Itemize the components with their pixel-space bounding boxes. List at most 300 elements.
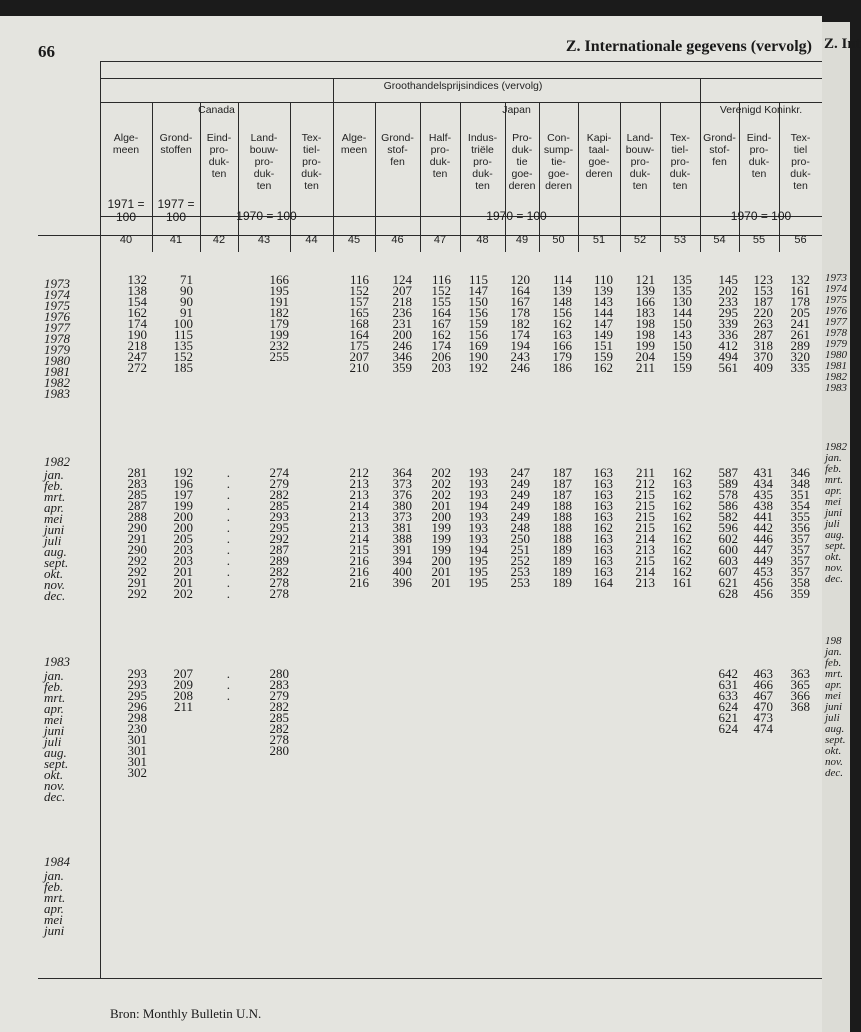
table-cell: 115 [173, 327, 193, 342]
next-page-label: juni [825, 507, 843, 519]
table-cell: 494 [718, 349, 738, 364]
column-label-54: Grond- stof- fen [703, 132, 736, 168]
table-cell: 295 [718, 305, 738, 320]
table-cell: 357 [790, 564, 810, 579]
table-cell: . [226, 586, 230, 601]
table-cell: 434 [753, 476, 773, 491]
table-cell: 163 [593, 509, 613, 524]
column-number-41: 41 [169, 234, 183, 246]
row-label: apr. [44, 500, 64, 515]
table-cell: 232 [269, 338, 289, 353]
row-label: 1979 [44, 342, 70, 357]
table-cell: 409 [753, 360, 773, 375]
base-year-japan: 1970 = 100 [486, 209, 547, 223]
table-cell: 192 [173, 465, 193, 480]
annual-row-labels [44, 278, 70, 399]
table-cell: 198 [635, 327, 655, 342]
next-page-edge [822, 22, 861, 1032]
table-cell: 150 [672, 338, 692, 353]
table-cell: 621 [718, 575, 738, 590]
table-cell: 295 [127, 688, 147, 703]
table-cell: 116 [349, 272, 369, 287]
table-cell: 164 [431, 305, 451, 320]
row-label: 1982 [44, 375, 70, 390]
table-cell: 231 [392, 316, 412, 331]
table-cell: 156 [468, 305, 488, 320]
table-cell: 91 [180, 305, 193, 320]
table-cell: 473 [753, 710, 773, 725]
next-page-label: aug. [825, 723, 845, 735]
column-number-55: 55 [752, 234, 766, 246]
table-cell: 292 [127, 586, 147, 601]
table-cell: 193 [468, 509, 488, 524]
table-cell: . [226, 575, 230, 590]
table-cell: 202 [431, 476, 451, 491]
table-cell: 363 [790, 666, 810, 681]
table-cell: 298 [127, 710, 147, 725]
table-cell: 169 [468, 338, 488, 353]
table-cell: 148 [552, 294, 572, 309]
column-label-53: Tex- tiel- pro- duk- ten [669, 132, 691, 192]
table-cell: 241 [790, 316, 810, 331]
next-page-label: aug. [825, 529, 845, 541]
table-cell: 200 [431, 509, 451, 524]
table-cell: 187 [753, 294, 773, 309]
next-page-label: 1982 [825, 371, 847, 383]
next-page-label: juli [825, 518, 840, 530]
block_1983-col-42 [180, 668, 230, 701]
table-cell: 153 [753, 283, 773, 298]
table-cell: 214 [635, 564, 655, 579]
table-cell: 139 [593, 283, 613, 298]
table-cell: 285 [269, 710, 289, 725]
row-label: juli [44, 734, 62, 749]
table-cell: 210 [349, 360, 369, 375]
table-cell: 220 [753, 305, 773, 320]
table-cell: 202 [173, 586, 193, 601]
table-cell: 212 [349, 465, 369, 480]
country-header-2: Verenigd Koninkr. [719, 104, 803, 116]
page-number: 66 [38, 42, 55, 61]
table-cell: 194 [468, 542, 488, 557]
column-rule [152, 102, 153, 252]
table-cell: 301 [127, 743, 147, 758]
column-label-47: Half- pro- duk- ten [428, 132, 452, 180]
table-cell: 373 [392, 476, 412, 491]
row-label: 1973 [44, 276, 70, 291]
table-cell: 213 [635, 575, 655, 590]
block_1982-col-42 [180, 467, 230, 599]
table-cell: 291 [127, 575, 147, 590]
table-cell: 179 [269, 316, 289, 331]
table-cell: 193 [468, 476, 488, 491]
table-cell: 261 [790, 327, 810, 342]
row-label: okt. [44, 566, 64, 581]
table-cell: 204 [635, 349, 655, 364]
table-cell: 358 [790, 575, 810, 590]
table-cell: . [226, 564, 230, 579]
table-cell: 357 [790, 553, 810, 568]
table-cell: 193 [468, 465, 488, 480]
table-cell: 578 [718, 487, 738, 502]
next-page-label: mrt. [825, 474, 844, 486]
base-year-c41: 1977 = 100 [157, 197, 195, 224]
table-cell: 189 [552, 542, 572, 557]
table-cell: 189 [552, 553, 572, 568]
table-cell: 211 [635, 465, 655, 480]
next-page-label: 1982 [825, 441, 847, 453]
row-label: mei [44, 712, 63, 727]
row-label: aug. [44, 745, 67, 760]
table-cell: 335 [790, 360, 810, 375]
table-cell: 197 [173, 487, 193, 502]
months-1982 [44, 469, 68, 601]
table-cell: 214 [635, 531, 655, 546]
next-page-label: sept. [825, 540, 846, 552]
super-header: Groothandelsprijsindices (vervolg) [383, 80, 543, 92]
table-cell: 365 [790, 677, 810, 692]
table-cell: 115 [468, 272, 488, 287]
table-cell: 162 [552, 316, 572, 331]
row-label: feb. [44, 478, 64, 493]
table-cell: 301 [127, 732, 147, 747]
next-page-label: apr. [825, 485, 842, 497]
table-cell: 199 [173, 498, 193, 513]
table-cell: 144 [672, 305, 692, 320]
row-label: mrt. [44, 690, 66, 705]
table-cell: . [226, 531, 230, 546]
table-cell: 162 [593, 360, 613, 375]
table-cell: 561 [718, 360, 738, 375]
table-cell: 193 [468, 531, 488, 546]
table-cell: 247 [510, 465, 530, 480]
table-cell: 152 [431, 283, 451, 298]
table-cell: 188 [552, 531, 572, 546]
table-cell: 178 [790, 294, 810, 309]
table-cell: 400 [392, 564, 412, 579]
table-cell: 161 [672, 575, 692, 590]
next-page-label: 1973 [825, 272, 847, 284]
table-cell: 233 [718, 294, 738, 309]
table-cell: 357 [790, 531, 810, 546]
table-cell: 203 [173, 553, 193, 568]
table-cell: 156 [552, 305, 572, 320]
table-cell: 215 [635, 509, 655, 524]
table-cell: 150 [468, 294, 488, 309]
column-number-53: 53 [673, 234, 687, 246]
column-label-44: Tex- tiel- pro- duk- ten [301, 132, 322, 192]
table-cell: 189 [552, 564, 572, 579]
table-cell: 346 [392, 349, 412, 364]
table-cell: 607 [718, 564, 738, 579]
table-cell: 162 [672, 509, 692, 524]
table-cell: 162 [672, 465, 692, 480]
table-cell: 278 [269, 586, 289, 601]
column-label-49: Pro- duk- tie goe- deren [508, 132, 536, 192]
table-cell: 263 [753, 316, 773, 331]
row-label: 1980 [44, 353, 70, 368]
row-label: dec. [44, 789, 66, 804]
table-cell: 249 [510, 509, 530, 524]
table-cell: 199 [431, 531, 451, 546]
table-cell: 216 [349, 575, 369, 590]
next-page-label: 1975 [825, 294, 847, 306]
table-cell: 243 [510, 349, 530, 364]
table-cell: 356 [790, 520, 810, 535]
table-cell: 287 [269, 542, 289, 557]
column-number-43: 43 [257, 234, 271, 246]
table-cell: 354 [790, 498, 810, 513]
table-cell: 208 [173, 688, 193, 703]
table-cell: 285 [127, 487, 147, 502]
table-cell: 292 [127, 564, 147, 579]
block_1983-col-43 [239, 668, 289, 756]
table-cell: 202 [431, 465, 451, 480]
table-cell: 159 [672, 360, 692, 375]
table-cell: 175 [349, 338, 369, 353]
table-cell: 278 [269, 732, 289, 747]
table-cell: 282 [269, 564, 289, 579]
next-page-label: jan. [825, 646, 842, 658]
table-cell: 185 [173, 360, 193, 375]
table-cell: 213 [349, 476, 369, 491]
table-cell: 162 [672, 553, 692, 568]
table-cell: 132 [127, 272, 147, 287]
table-cell: 287 [753, 327, 773, 342]
table-cell: 253 [510, 575, 530, 590]
table-cell: 278 [269, 575, 289, 590]
table-cell: . [226, 520, 230, 535]
table-cell: 201 [431, 498, 451, 513]
table-cell: 250 [510, 531, 530, 546]
table-cell: 216 [349, 564, 369, 579]
table-cell: 163 [593, 564, 613, 579]
column-number-54: 54 [713, 234, 726, 246]
table-cell: 150 [672, 316, 692, 331]
table-cell: 193 [468, 520, 488, 535]
table-cell: 135 [672, 283, 692, 298]
table-cell: 280 [269, 743, 289, 758]
table-cell: 292 [127, 553, 147, 568]
table-cell: . [226, 688, 230, 703]
row-label: jan. [44, 868, 64, 883]
table-cell: 293 [127, 677, 147, 692]
table-cell: 187 [552, 476, 572, 491]
column-number-47: 47 [433, 234, 447, 246]
table-cell: 602 [718, 531, 738, 546]
table-cell: 200 [392, 327, 412, 342]
column-label-56: Tex- tiel pro- duk- ten [790, 132, 811, 192]
table-cell: 252 [510, 553, 530, 568]
table-cell: 162 [672, 487, 692, 502]
column-number-52: 52 [633, 234, 647, 246]
table-cell: 202 [431, 487, 451, 502]
table-cell: 255 [269, 349, 289, 364]
table-cell: 368 [790, 699, 810, 714]
table-cell: 195 [468, 564, 488, 579]
column-number-50: 50 [552, 234, 565, 246]
table-cell: 289 [269, 553, 289, 568]
table-cell: 163 [593, 498, 613, 513]
table-cell: 164 [593, 575, 613, 590]
table-cell: 274 [269, 465, 289, 480]
next-page-label: okt. [825, 745, 842, 757]
table-cell: 159 [468, 316, 488, 331]
table-cell: 162 [672, 520, 692, 535]
table-cell: 336 [718, 327, 738, 342]
table-cell: 71 [180, 272, 193, 287]
table-cell: 281 [127, 465, 147, 480]
table-cell: 348 [790, 476, 810, 491]
table-cell: 161 [790, 283, 810, 298]
table-cell: 163 [552, 327, 572, 342]
table-cell: 147 [593, 316, 613, 331]
table-top-rule [100, 61, 822, 62]
table-cell: 147 [468, 283, 488, 298]
table-cell: 600 [718, 542, 738, 557]
table-cell: 296 [127, 699, 147, 714]
table-cell: 272 [127, 360, 147, 375]
table-cell: 163 [672, 476, 692, 491]
table-cell: 116 [431, 272, 451, 287]
block_annual-col-56 [760, 274, 810, 373]
table-cell: 253 [510, 564, 530, 579]
next-page-1982 [825, 442, 847, 585]
row-label: 1974 [44, 287, 70, 302]
table-cell: 202 [718, 283, 738, 298]
row-label: 1977 [44, 320, 70, 335]
block_1983-col-56 [760, 668, 810, 712]
table-cell: 110 [593, 272, 613, 287]
table-cell: 380 [392, 498, 412, 513]
table-cell: 178 [510, 305, 530, 320]
table-cell: 218 [392, 294, 412, 309]
table-cell: 287 [127, 498, 147, 513]
row-label: feb. [44, 879, 64, 894]
table-cell: 198 [635, 316, 655, 331]
row-label: juni [44, 923, 65, 938]
next-page-label: 1979 [825, 338, 847, 350]
table-cell: 212 [635, 476, 655, 491]
table-cell: 290 [127, 520, 147, 535]
scanned-page [0, 16, 822, 1032]
table-cell: 163 [593, 476, 613, 491]
table-cell: 467 [753, 688, 773, 703]
row-label: 1976 [44, 309, 70, 324]
table-cell: 624 [718, 699, 738, 714]
table-cell: 190 [127, 327, 147, 342]
table-cell: 381 [392, 520, 412, 535]
table-cell: 145 [718, 272, 738, 287]
column-number-45: 45 [347, 234, 361, 246]
table-cell: 364 [392, 465, 412, 480]
table-cell: 156 [468, 327, 488, 342]
table-cell: 121 [635, 272, 655, 287]
next-page-label: juli [825, 712, 840, 724]
table-cell: 194 [468, 498, 488, 513]
table-cell: 174 [127, 316, 147, 331]
table-cell: 194 [510, 338, 530, 353]
table-cell: 596 [718, 520, 738, 535]
table-cell: . [226, 498, 230, 513]
table-cell: 163 [593, 531, 613, 546]
block_1982-col-56 [760, 467, 810, 599]
table-cell: 355 [790, 509, 810, 524]
table-cell: 582 [718, 509, 738, 524]
column-number-56: 56 [794, 234, 807, 246]
table-cell: . [226, 542, 230, 557]
next-page-label: 198 [825, 635, 842, 647]
base-year-c40: 1971 = 100 [107, 197, 145, 224]
table-cell: 162 [672, 542, 692, 557]
table-cell: 188 [552, 509, 572, 524]
table-cell: 205 [790, 305, 810, 320]
table-cell: 157 [349, 294, 369, 309]
table-cell: 199 [431, 520, 451, 535]
table-cell: 251 [510, 542, 530, 557]
table-cell: 143 [593, 294, 613, 309]
table-cell: 213 [349, 487, 369, 502]
table-cell: . [226, 553, 230, 568]
table-cell: . [226, 465, 230, 480]
base-year-canada_rest: 1970 = 100 [236, 209, 297, 223]
table-cell: 186 [552, 360, 572, 375]
table-cell: 209 [173, 677, 193, 692]
table-cell: 211 [173, 699, 193, 714]
row-label: juli [44, 533, 62, 548]
table-cell: 249 [510, 487, 530, 502]
next-page-years [825, 273, 847, 394]
table-cell: 164 [349, 327, 369, 342]
table-cell: 373 [392, 509, 412, 524]
table-cell: 216 [349, 553, 369, 568]
next-page-label: jan. [825, 452, 842, 464]
table-cell: 206 [431, 349, 451, 364]
table-cell: 359 [790, 586, 810, 601]
column-number-46: 46 [391, 234, 404, 246]
table-cell: 199 [635, 338, 655, 353]
table-cell: 200 [173, 520, 193, 535]
table-cell: 320 [790, 349, 810, 364]
table-cell: 215 [635, 553, 655, 568]
table-cell: 282 [269, 487, 289, 502]
table-cell: 162 [431, 327, 451, 342]
column-number-44: 44 [305, 234, 318, 246]
table-cell: 587 [718, 465, 738, 480]
next-page-label: 1980 [825, 349, 847, 361]
row-label: 1981 [44, 364, 70, 379]
super-header-rule [100, 78, 822, 79]
table-cell: 100 [173, 316, 193, 331]
table-cell: 453 [753, 564, 773, 579]
table-cell: . [226, 509, 230, 524]
column-number-40: 40 [119, 234, 133, 246]
table-cell: 200 [173, 509, 193, 524]
block_annual-col-40 [97, 274, 147, 373]
country-rule [100, 102, 822, 103]
table-cell: 441 [753, 509, 773, 524]
next-page-label: apr. [825, 679, 842, 691]
table-cell: 201 [431, 575, 451, 590]
table-cell: 279 [269, 476, 289, 491]
table-cell: 435 [753, 487, 773, 502]
table-cell: 283 [127, 476, 147, 491]
table-cell: 163 [593, 487, 613, 502]
table-cell: 187 [552, 465, 572, 480]
table-cell: 248 [510, 520, 530, 535]
block_1982-col-40 [97, 467, 147, 599]
next-page-label: mrt. [825, 668, 844, 680]
